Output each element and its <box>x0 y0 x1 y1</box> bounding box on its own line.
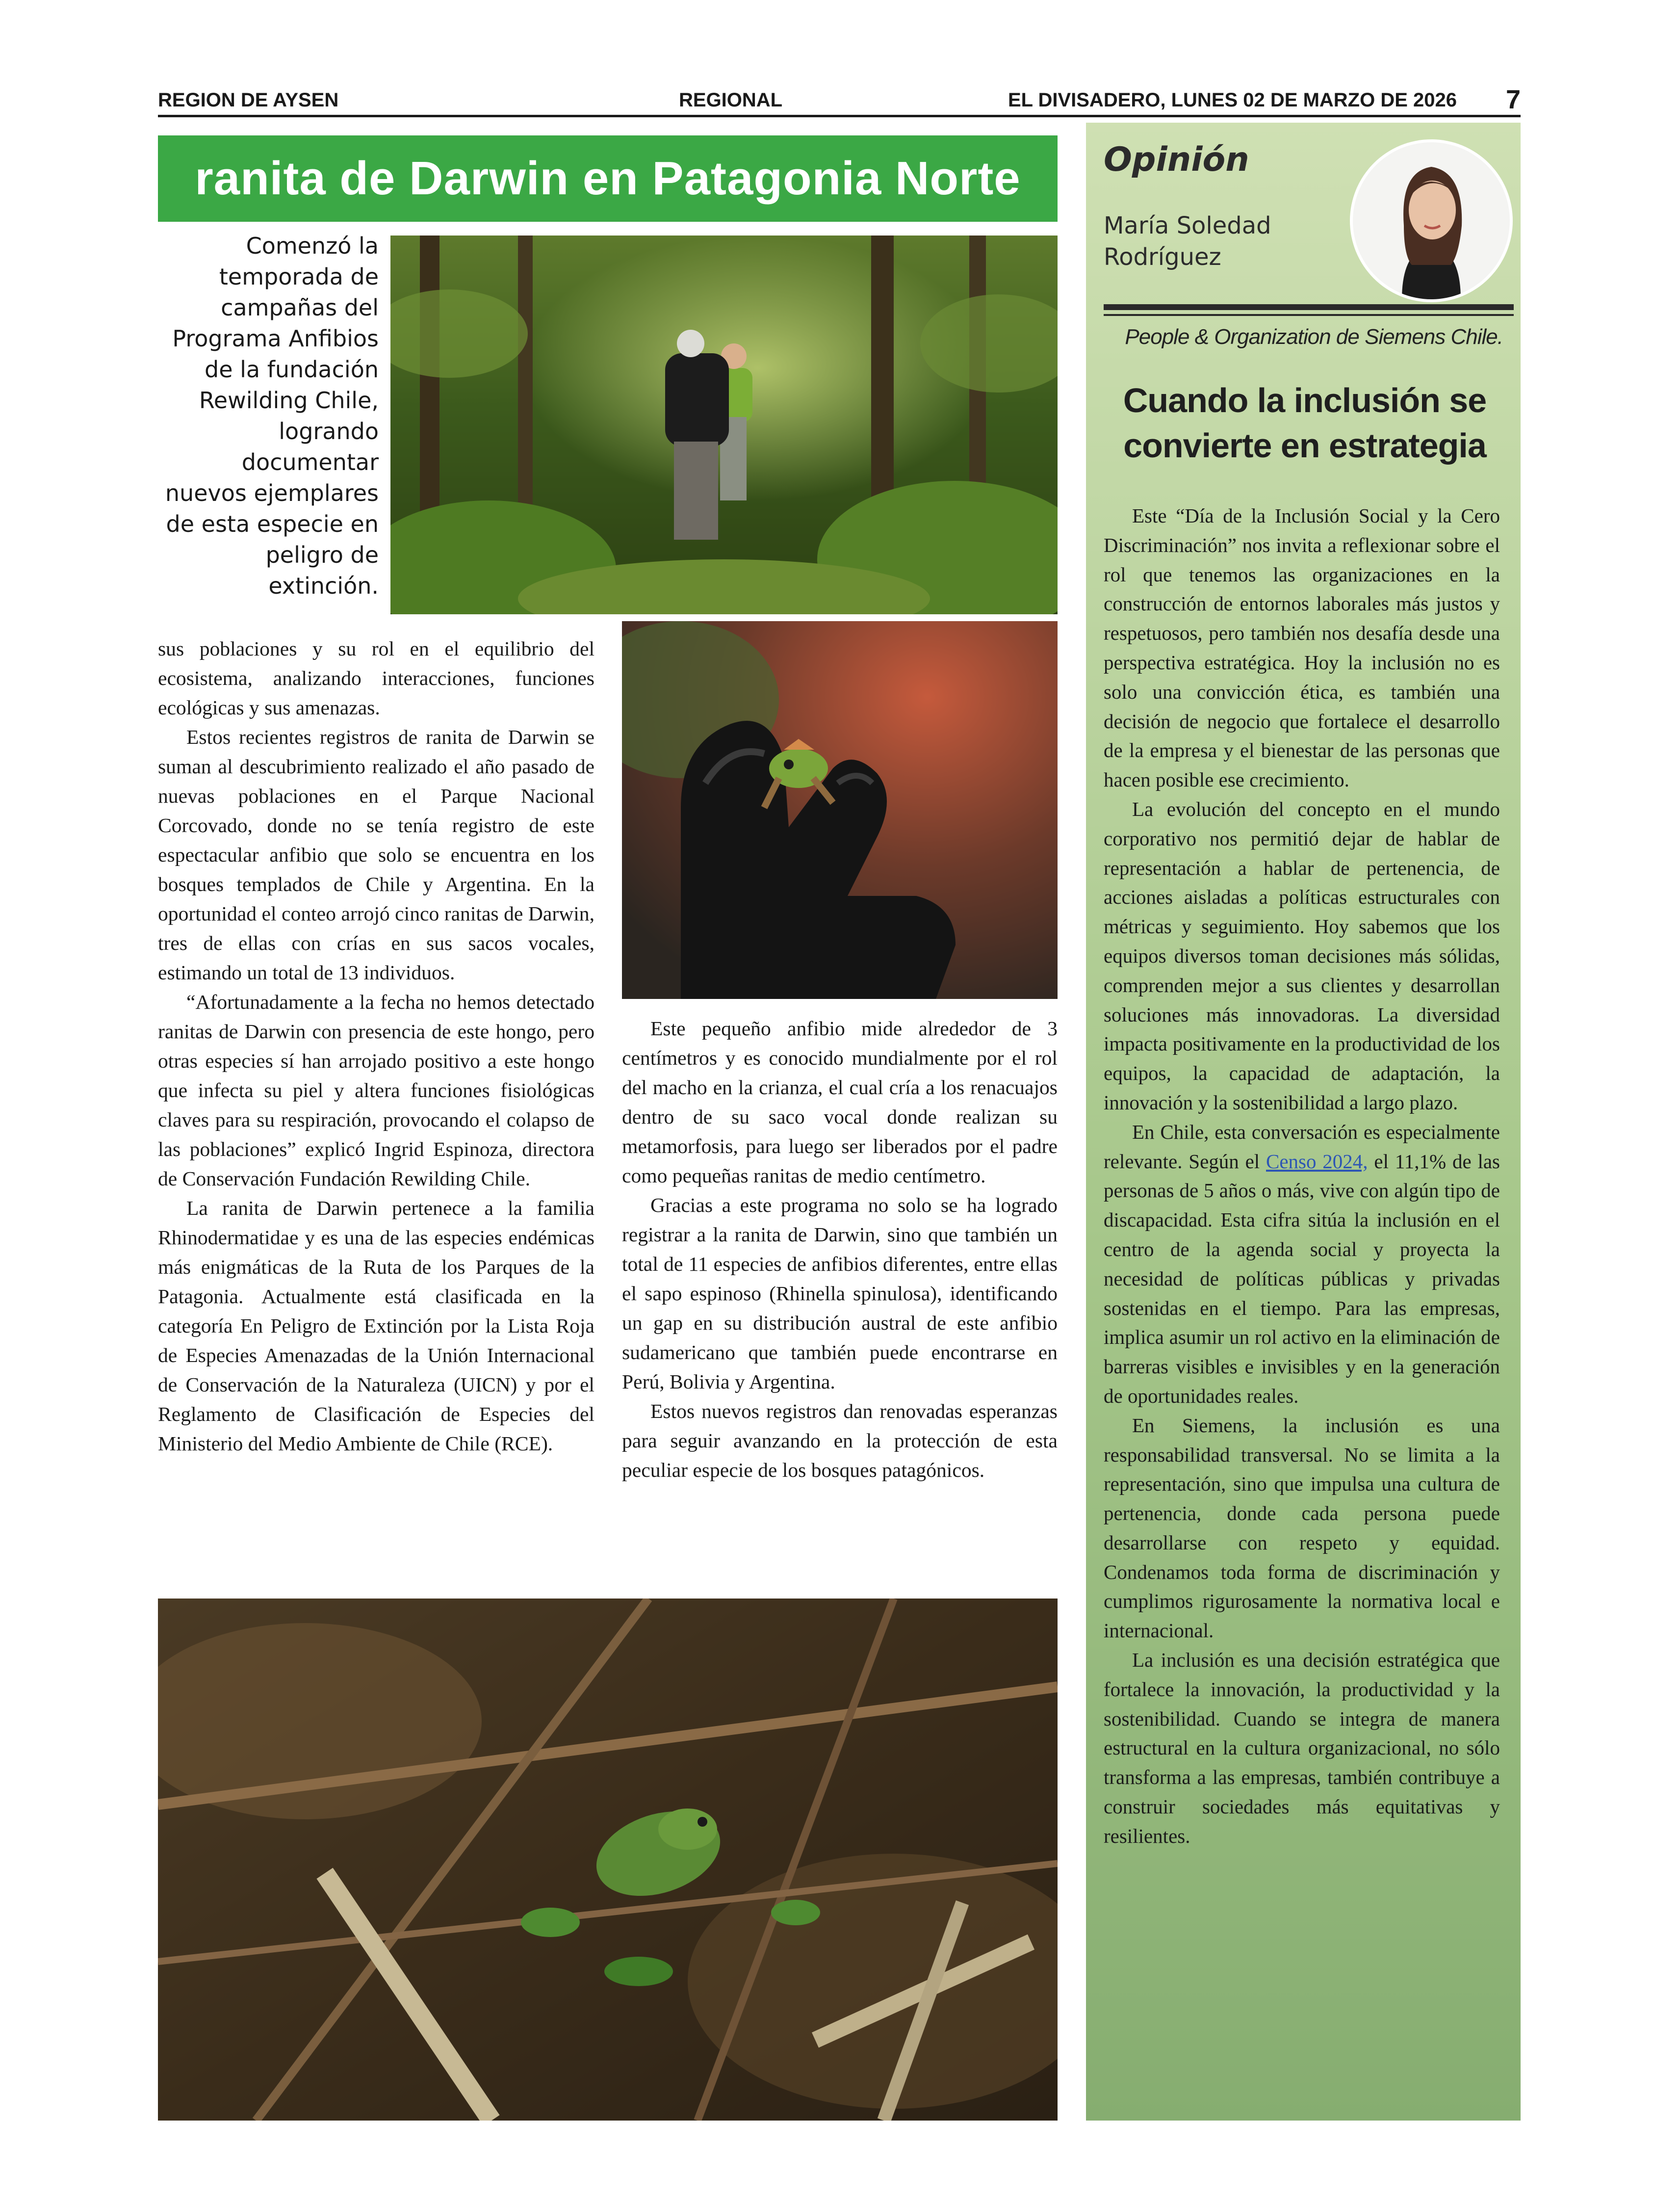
page-number: 7 <box>1505 85 1521 114</box>
opinion-section-title: Opinión <box>1104 140 1249 179</box>
gloved-hand-frog-photo <box>622 621 1058 999</box>
sidebar-divider-thick <box>1104 304 1514 310</box>
frog-forest-floor-photo <box>158 1599 1058 2121</box>
article-intro: Comenzó la temporada de campañas del Programa Anfibios de la fundación Rewilding Chile, logrando documentar nuevos ejemplares de esta especie en peligro de extinción. <box>165 233 379 599</box>
header-section: REGIONAL <box>679 89 783 111</box>
census-text-before: En Chile, esta conversación es especialmente relevante. Según el <box>1104 1120 1500 1173</box>
article-column-1 <box>158 634 594 1458</box>
header-region: REGION DE AYSEN <box>158 89 339 111</box>
author-role: People & Organization de Siemens Chile. <box>1125 325 1503 349</box>
opinion-column <box>1104 501 1500 1851</box>
header-date: EL DIVISADERO, LUNES 02 DE MARZO DE 2026 <box>1008 89 1457 111</box>
censo-2024-link[interactable]: Censo 2024, <box>1266 1150 1368 1173</box>
article-paragraph: sus poblaciones y su rol en el equilibrio del ecosistema, analizando interacciones, funciones ecológicas y sus amenazas. <box>158 637 594 719</box>
article-paragraph: “Afortunadamente a la fecha no hemos detectado ranitas de Darwin con presencia de este hongo, pero otras especies sí han arrojado positivo a este hongo que infecta su piel y altera funciones fisiológicas claves para su respiración, provocando el colapso de las poblaciones” explicó Ingrid Espinoza, directora de Conservación Fundación Rewilding Chile. <box>158 991 594 1190</box>
opinion-paragraph: Este “Día de la Inclusión Social y la Cero Discriminación” nos invita a reflexionar sobre el rol que tenemos las organizaciones en la construcción de entornos laborales más justos y respetuosos, pero también nos desafía desde una perspectiva estratégica. Hoy la inclusión no es solo una convicción ética, es también una decisión de negocio que fortalece el desarrollo de la empresa y el bienestar de las personas que hacen posible ese crecimiento. <box>1104 504 1500 791</box>
author-avatar <box>1353 142 1510 299</box>
hikers-forest-photo <box>390 236 1058 614</box>
article-paragraph: La ranita de Darwin pertenece a la familia Rhinodermatidae y es una de las especies endémicas más enigmáticas de la Ruta de los Parques de la Patagonia. Actualmente está clasificada en la categoría En Peligro de Extinción por la Lista Roja de Especies Amenazadas de la Unión Internacional de Conservación de la Naturaleza (UICN) y por el Reglamento de Clasificación de Especies del Ministerio del Medio Ambiente de Chile (RCE). <box>158 1197 594 1455</box>
article-paragraph: Gracias a este programa no solo se ha logrado registrar a la ranita de Darwin, sino que también un total de 11 especies de anfibios diferentes, entre ellas el sapo espinoso (Rhinella spinulosa), identificando un gap en su distribución austral de este anfibio sudamericano que también puede encontrarse en Perú, Bolivia y Argentina. <box>622 1194 1058 1393</box>
census-text-after: el 11,1% de las personas de 5 años o más, vive con algún tipo de discapacidad. Esta cifra sitúa la inclusión en el centro de la agenda social y proyecta la necesidad de políticas públicas y privadas sostenidas en el tiempo. Para las empresas, implica asumir un rol activo en la eliminación de barreras visibles e invisibles y en la generación de oportunidades reales. <box>1104 1150 1500 1407</box>
header-rule <box>158 115 1521 117</box>
article-title: ranita de Darwin en Patagonia Norte <box>195 152 1021 205</box>
opinion-author: María Soledad Rodríguez <box>1104 212 1271 271</box>
article-paragraph: Estos nuevos registros dan renovadas esperanzas para seguir avanzando en la protección de esta peculiar especie de los bosques patagónicos. <box>622 1400 1058 1481</box>
sidebar-divider-thin <box>1104 314 1514 316</box>
opinion-paragraph: La inclusión es una decisión estratégica que fortalece la innovación, la productividad y la sostenibilidad. Cuando se integra de manera estructural en la cultura organizacional, no sólo transforma a las empresas, también contribuye a construir sociedades más equitativas y resilientes. <box>1104 1649 1500 1847</box>
article-title-banner <box>158 135 1058 222</box>
opinion-paragraph-census <box>1104 1118 1500 1411</box>
article-column-2 <box>622 1014 1058 1485</box>
page-header <box>158 87 1521 115</box>
article-paragraph: Este pequeño anfibio mide alrededor de 3 centímetros y es conocido mundialmente por el rol del macho en la crianza, el cual cría a los renacuajos dentro de su saco vocal donde realizan su metamorfosis, para luego ser liberados por el padre como pequeñas ranitas de medio centímetro. <box>622 1017 1058 1187</box>
article-paragraph: Estos recientes registros de ranita de Darwin se suman al descubrimiento realizado el año pasado de nuevas poblaciones en el Parque Nacional Corcovado, donde no se tenía registro de este espectacular anfibio que solo se encuentra en los bosques templados de Chile y Argentina. En la oportunidad el conteo arrojó cinco ranitas de Darwin, tres de ellas con crías en sus sacos vocales, estimando un total de 13 individuos. <box>158 726 594 984</box>
opinion-paragraph: La evolución del concepto en el mundo corporativo nos permitió dejar de hablar de representación a hablar de pertenencia, de acciones aisladas a políticas estructurales con métricas y seguimiento. Hoy sabemos que los equipos diversos toman decisiones más sólidas, comprenden mejor a sus clientes y desarrollan soluciones más innovadoras. La diversidad impacta positivamente en la productividad de los equipos, la capacidad de adaptación, la innovación y la sostenibilidad a largo plazo. <box>1104 797 1500 1114</box>
opinion-paragraph: En Siemens, la inclusión es una responsabilidad transversal. No se limita a la representación, sino que impulsa una cultura de pertenencia, donde cada persona puede desarrollarse con respeto y equidad. Condenamos toda forma de discriminación y cumplimos rigurosamente la normativa local e internacional. <box>1104 1414 1500 1642</box>
opinion-headline: Cuando la inclusión se convierte en estrategia <box>1123 381 1487 465</box>
